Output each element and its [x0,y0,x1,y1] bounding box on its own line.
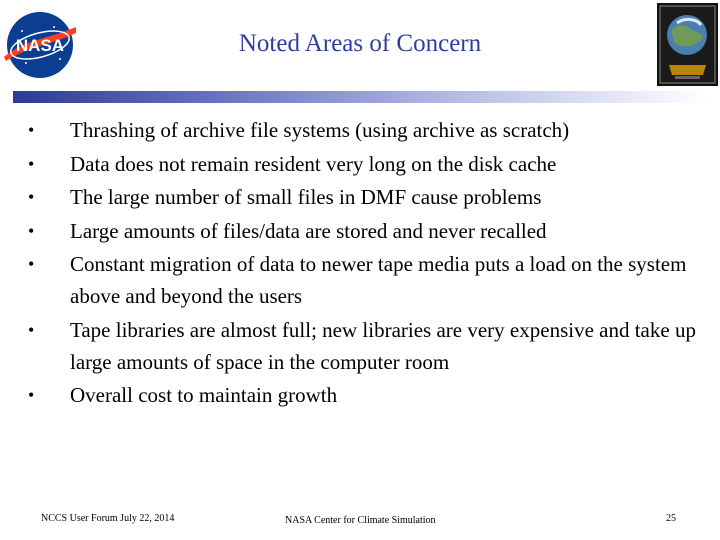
nasa-logo-text: NASA [15,36,65,55]
bullet-dot: • [28,187,35,207]
title-divider [13,91,708,103]
bullet-item [20,215,710,247]
nccs-badge-image [657,3,718,86]
bullet-text: Large amounts of files/data are stored and never recalled [70,218,547,243]
bullet-text: Overall cost to maintain growth [70,383,338,407]
bullet-dot: • [28,319,35,340]
bullet-text: Tape libraries are almost full; new libraries are very expensive and take up large amounts of space in the computer room [70,317,696,374]
bullet-item [20,114,710,146]
bullet-text: Data does not remain resident very long on the disk cache [70,151,557,176]
bullet-item [20,248,710,312]
bullet-item [20,148,710,180]
bullet-item [20,181,710,213]
page-number: 25 [666,513,676,524]
bullet-item [20,314,710,378]
bullet-dot: • [28,254,35,274]
footer-event: NCCS User Forum July 22, 2014 [41,513,175,524]
slide-title: Noted Areas of Concern [238,30,482,57]
bullet-dot: • [28,220,35,241]
nasa-logo [2,9,78,81]
bullet-dot: • [28,120,35,140]
bullet-text: Thrashing of archive file systems (using archive as scratch) [70,118,570,142]
bullet-item [20,379,710,411]
footer-organization: NASA Center for Climate Simulation [285,515,436,526]
bullet-dot: • [28,385,35,405]
bullet-list [20,114,710,413]
bullet-text: Constant migration of data to newer tape media puts a load on the system above and beyond the users [70,252,687,308]
bullet-text: The large number of small files in DMF cause problems [70,185,542,209]
bullet-dot: • [28,153,35,174]
